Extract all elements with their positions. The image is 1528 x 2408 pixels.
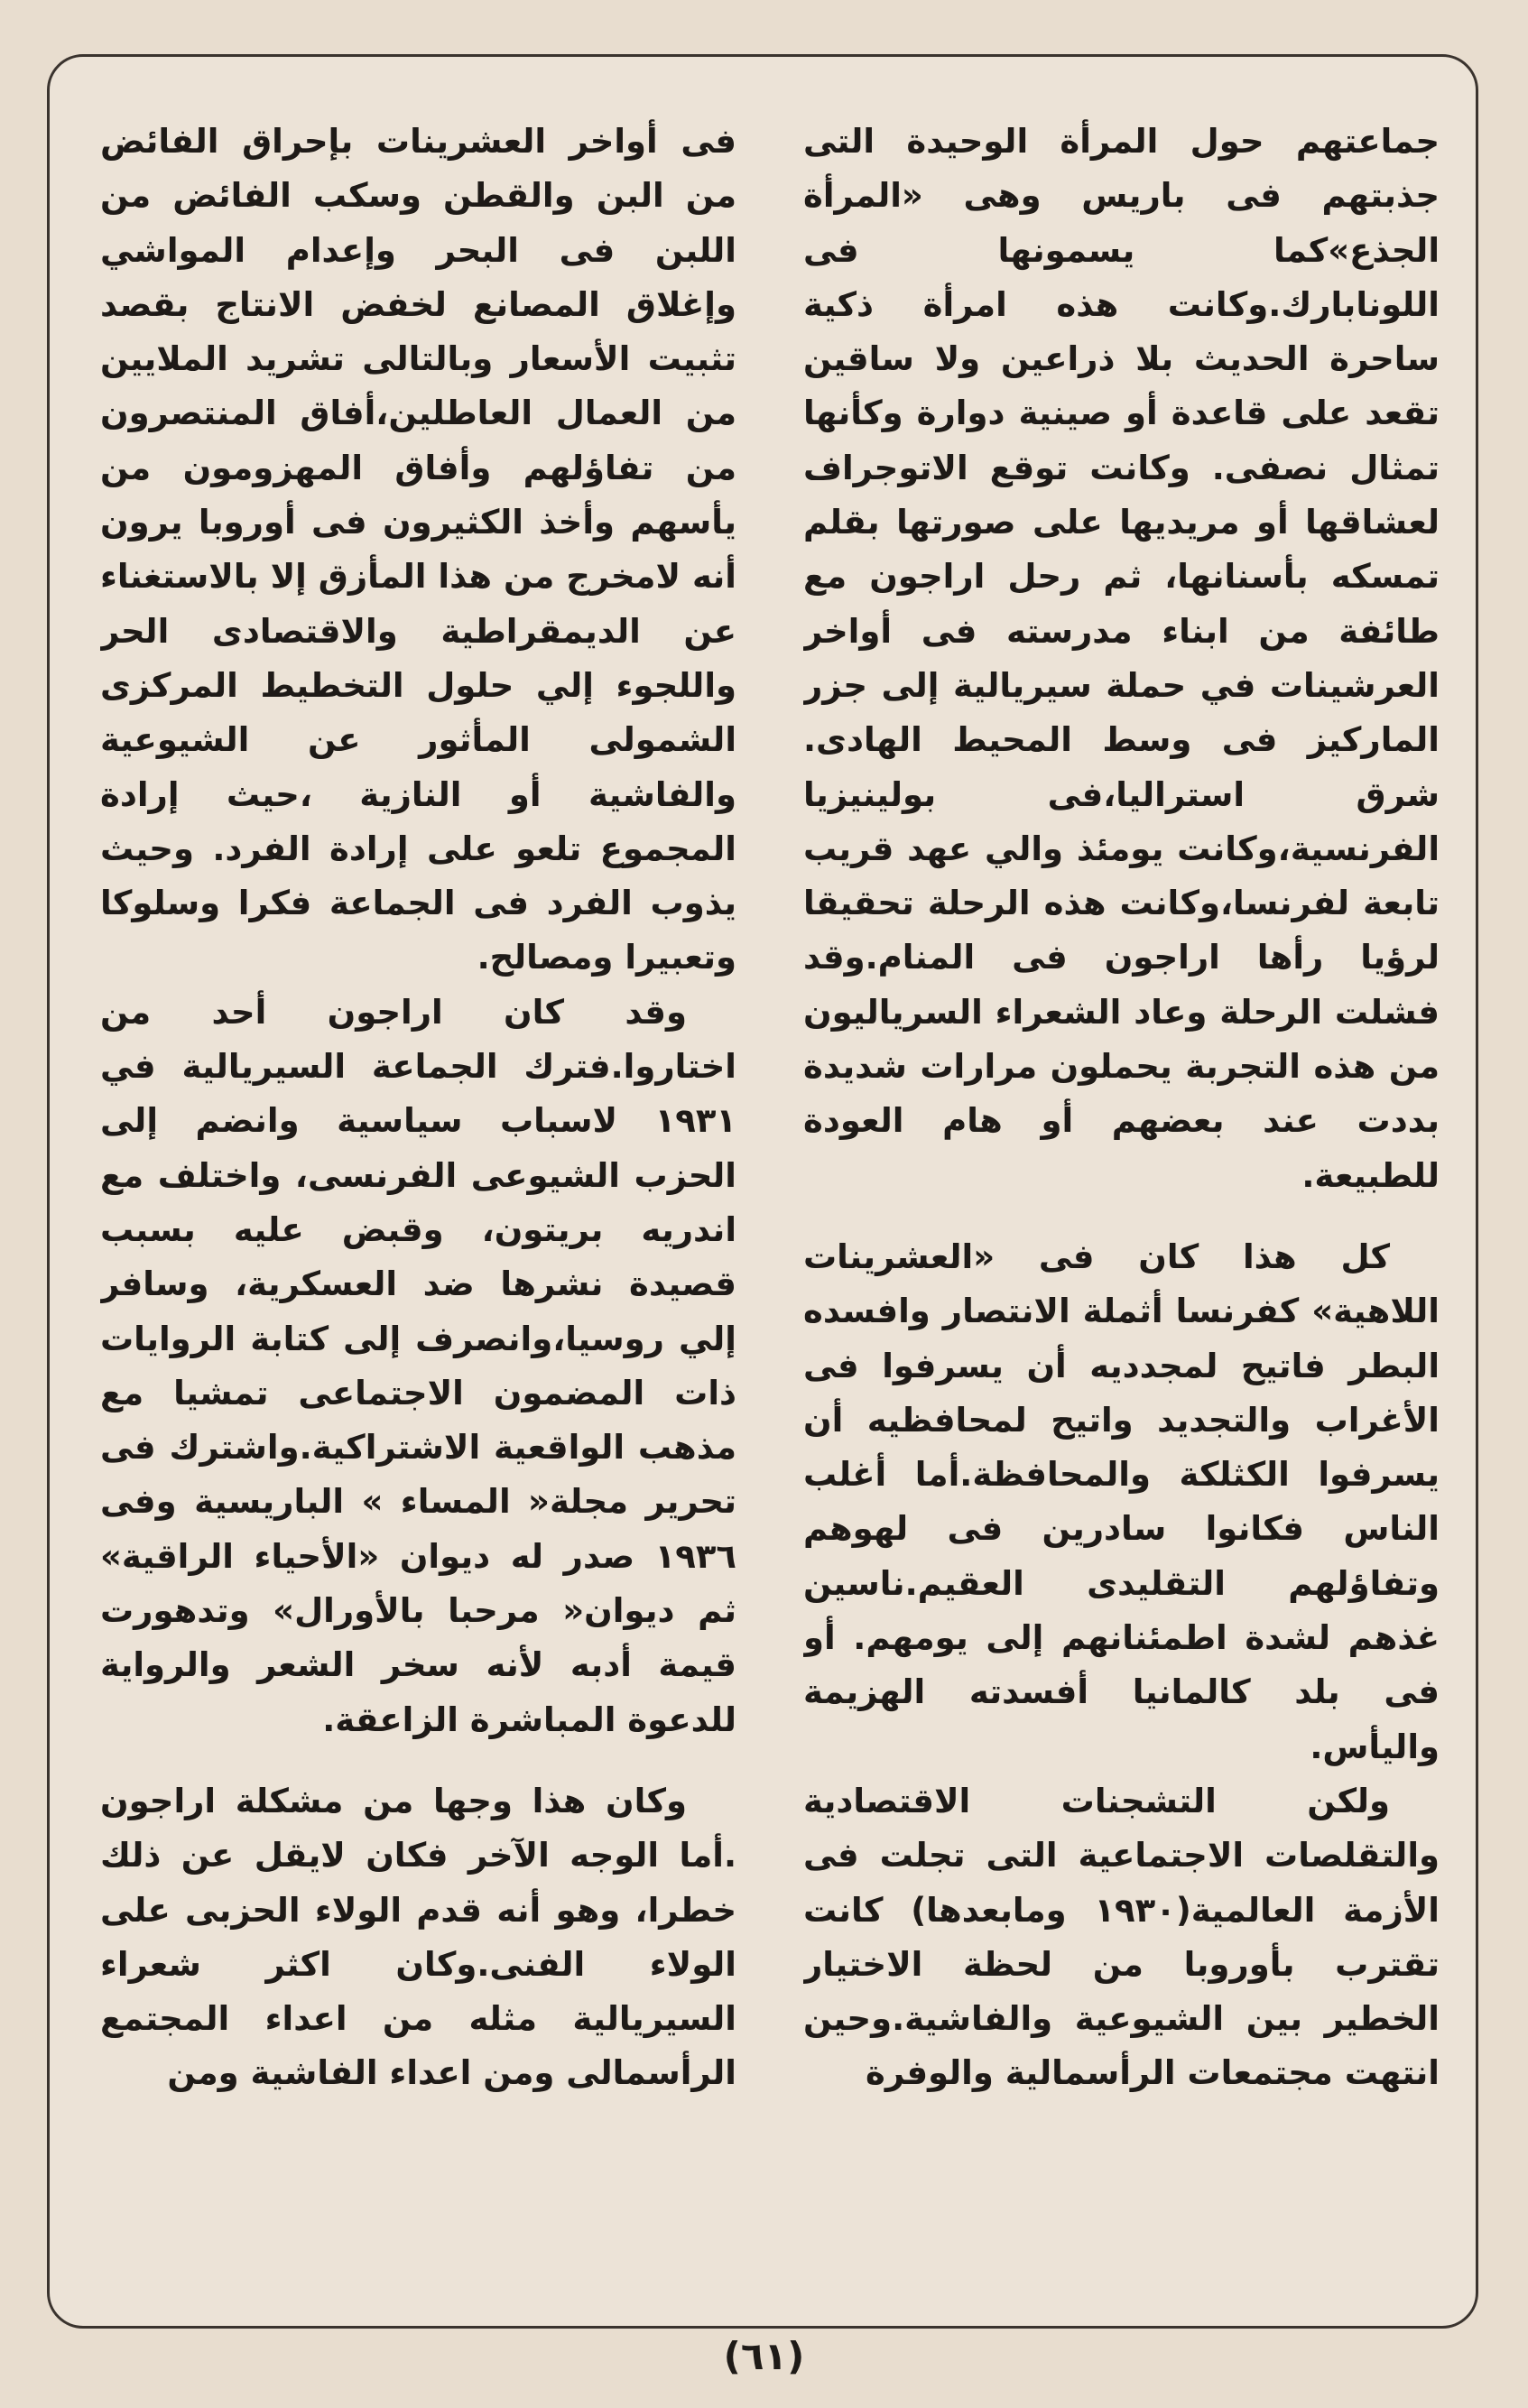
left-paragraph-2: وقد كان اراجون أحد من اختاروا.فترك الجماعة السيريالية في ١٩٣١ لاسباب سياسية وانضم إلى الحزب الشيوعى الفرنسى، واختلف مع اندريه بريتون، وقبض عليه بسبب قصيدة نشرها ضد العسكرية، وسافر إلي روسيا،وانصرف إلى كتابة الروايات ذات المضمون الاجتماعى تمشيا مع مذهب الواقعية الاشتراكية.واشترك فى تحرير مجلة« المساء » الباريسية وفى ١٩٣٦ صدر له ديوان «الأحياء الراقية» ثم ديوان« مرحبا بالأورال» وتدهورت قيمة أدبه لأنه سخر الشعر والرواية للدعوة المباشرة الزاعقة. — [100, 992, 736, 1739]
page-frame — [47, 54, 1478, 2329]
left-paragraph-1: فى أواخر العشرينات بإحراق الفائض من البن والقطن وسكب الفائض من اللبن فى البحر وإعدام المواشي وإغلاق المصانع لخفض الانتاج بقصد تثبيت الأسعار وبالتالى تشريد الملايين من العمال العاطلين،أفاق المنتصرون من تفاؤلهم وأفاق المهزومون من يأسهم وأخذ الكثيرون فى أوروبا يرون أنه لامخرج من هذا المأزق إلا بالاستغناء عن الديمقراطية والاقتصادى الحر واللجوء إلي حلول التخطيط المركزى الشمولى المأثور عن الشيوعية والفاشية أو النازية ،حيث إرادة المجموع تلعو على إرادة الفرد. وحيث يذوب الفرد فى الجماعة فكرا وسلوكا وتعبيرا ومصالح. — [100, 122, 736, 977]
left-column — [100, 115, 736, 2290]
right-paragraph-3: ولكن التشجنات الاقتصادية والتقلصات الاجتماعية التى تجلت فى الأزمة العالمية(١٩٣٠ ومابعدها) كانت تقترب بأوروبا من لحظة الاختيار الخطير بين الشيوعية والفاشية.وحين انتهت مجتمعات الرأسمالية والوفرة — [803, 1781, 1440, 2093]
right-paragraph-1: جماعتهم حول المرأة الوحيدة التى جذبتهم فى باريس وهى «المرأة الجذع»كما يسمونها فى اللونابارك.وكانت هذه امرأة ذكية ساحرة الحديث بلا ذراعين ولا ساقين تقعد على قاعدة أو صينية دوارة وكأنها تمثال نصفى. وكانت توقع الاتوجراف لعشاقها أو مريديها على صورتها بقلم تمسكه بأسنانها، ثم رحل اراجون مع طائفة من ابناء مدرسته فى أواخر العرشينات في حملة سيريالية إلى جزر الماركيز فى وسط المحيط الهادى. شرق استراليا،فى بولينيزيا الفرنسية،وكانت يومئذ والي عهد قريب تابعة لفرنسا،وكانت هذه الرحلة تحقيقا لرؤيا رأها اراجون فى المنام.وقد فشلت الرحلة وعاد الشعراء السرياليون من هذه التجربة يحملون مرارات شديدة بددت عند بعضهم أو هام العودة للطبيعة. — [803, 122, 1440, 1195]
right-paragraph-2: كل هذا كان فى «العشرينات اللاهية» كفرنسا أثملة الانتصار وافسده البطر فاتيح لمجدديه أن يسرفوا فى الأغراب والتجديد واتيح لمحافظيه أن يسرفوا الكثلكة والمحافظة.أما أغلب الناس فكانوا سادرين فى لهوهم وتفاؤلهم التقليدى العقيم.ناسين غذهم لشدة اطمئنانهم إلى يومهم. أو فى بلد كالمانيا أفسدته الهزيمة واليأس. — [803, 1236, 1440, 1766]
right-column — [803, 115, 1440, 2290]
page-number: (٦١) — [723, 2334, 805, 2378]
left-paragraph-3: وكان هذا وجها من مشكلة اراجون .أما الوجه الآخر فكان لايقل عن ذلك خطرا، وهو أنه قدم الولاء الحزبى على الولاء الفنى.وكان اكثر شعراء السيريالية مثله من اعداء المجتمع الرأسمالى ومن اعداء الفاشية ومن — [100, 1781, 736, 2093]
